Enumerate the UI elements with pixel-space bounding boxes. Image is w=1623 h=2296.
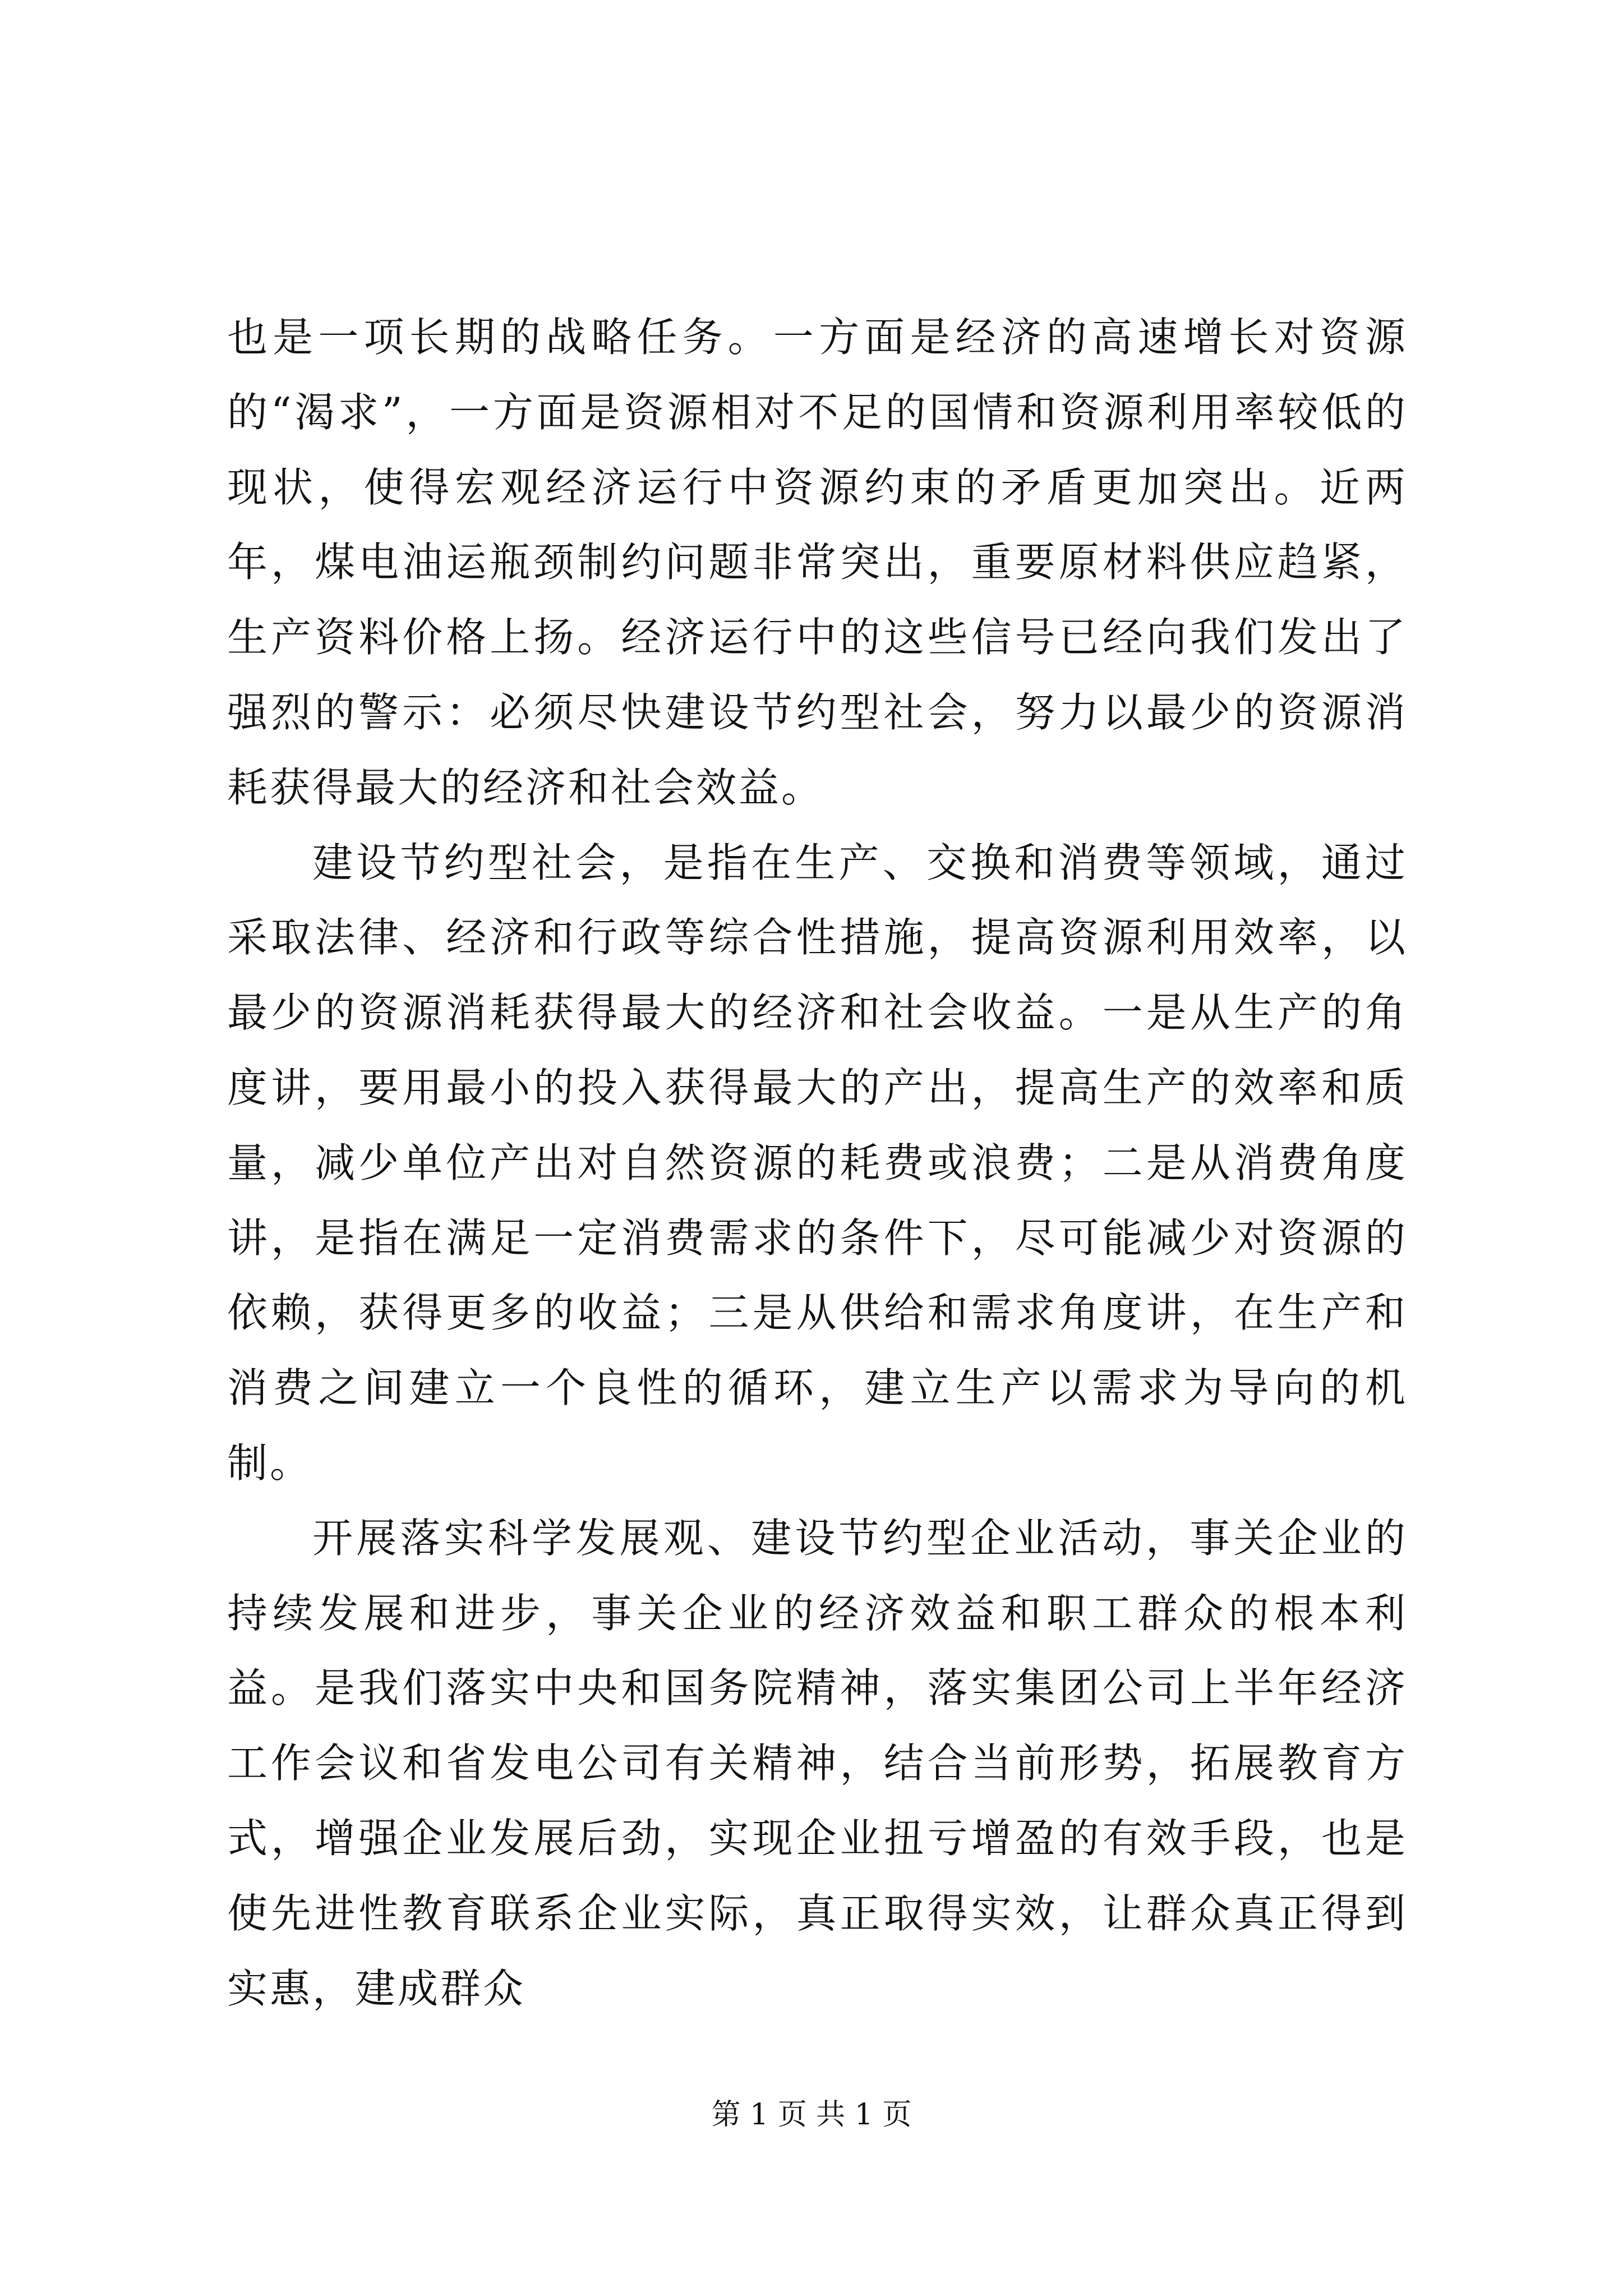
- paragraph-3: 开展落实科学发展观、建设节约型企业活动，事关企业的持续发展和进步，事关企业的经济效益和职工群众的根本利益。是我们落实中央和国务院精神，落实集团公司上半年经济工作会议和省发电公司有关精神，结合当前形势，拓展教育方式，增强企业发展后劲，实现企业扭亏增盈的有效手段，也是使先进性教育联系企业实际，真正取得实效，让群众真正得到实惠，建成群众: [227, 1514, 1408, 2012]
- paragraph-1: 也是一项长期的战略任务。一方面是经济的高速增长对资源的“渴求”，一方面是资源相对不足的国情和资源利用率较低的现状，使得宏观经济运行中资源约束的矛盾更加突出。近两年，煤电油运瓶颈制约问题非常突出，重要原材料供应趋紧，生产资料价格上扬。经济运行中的这些信号已经向我们发出了强烈的警示：必须尽快建设节约型社会，努力以最少的资源消耗获得最大的经济和社会效益。: [227, 314, 1408, 811]
- page-footer: [0, 2095, 1623, 2134]
- document-body: [227, 300, 1408, 2026]
- page-number: 第 1 页 共 1 页: [711, 2098, 912, 2132]
- paragraph-2: 建设节约型社会，是指在生产、交换和消费等领域，通过采取法律、经济和行政等综合性措施，提高资源利用效率，以最少的资源消耗获得最大的经济和社会收益。一是从生产的角度讲，要用最小的投入获得最大的产出，提高生产的效率和质量，减少单位产出对自然资源的耗费或浪费；二是从消费角度讲，是指在满足一定消费需求的条件下，尽可能减少对资源的依赖，获得更多的收益；三是从供给和需求角度讲，在生产和消费之间建立一个良性的循环，建立生产以需求为导向的机制。: [227, 839, 1408, 1487]
